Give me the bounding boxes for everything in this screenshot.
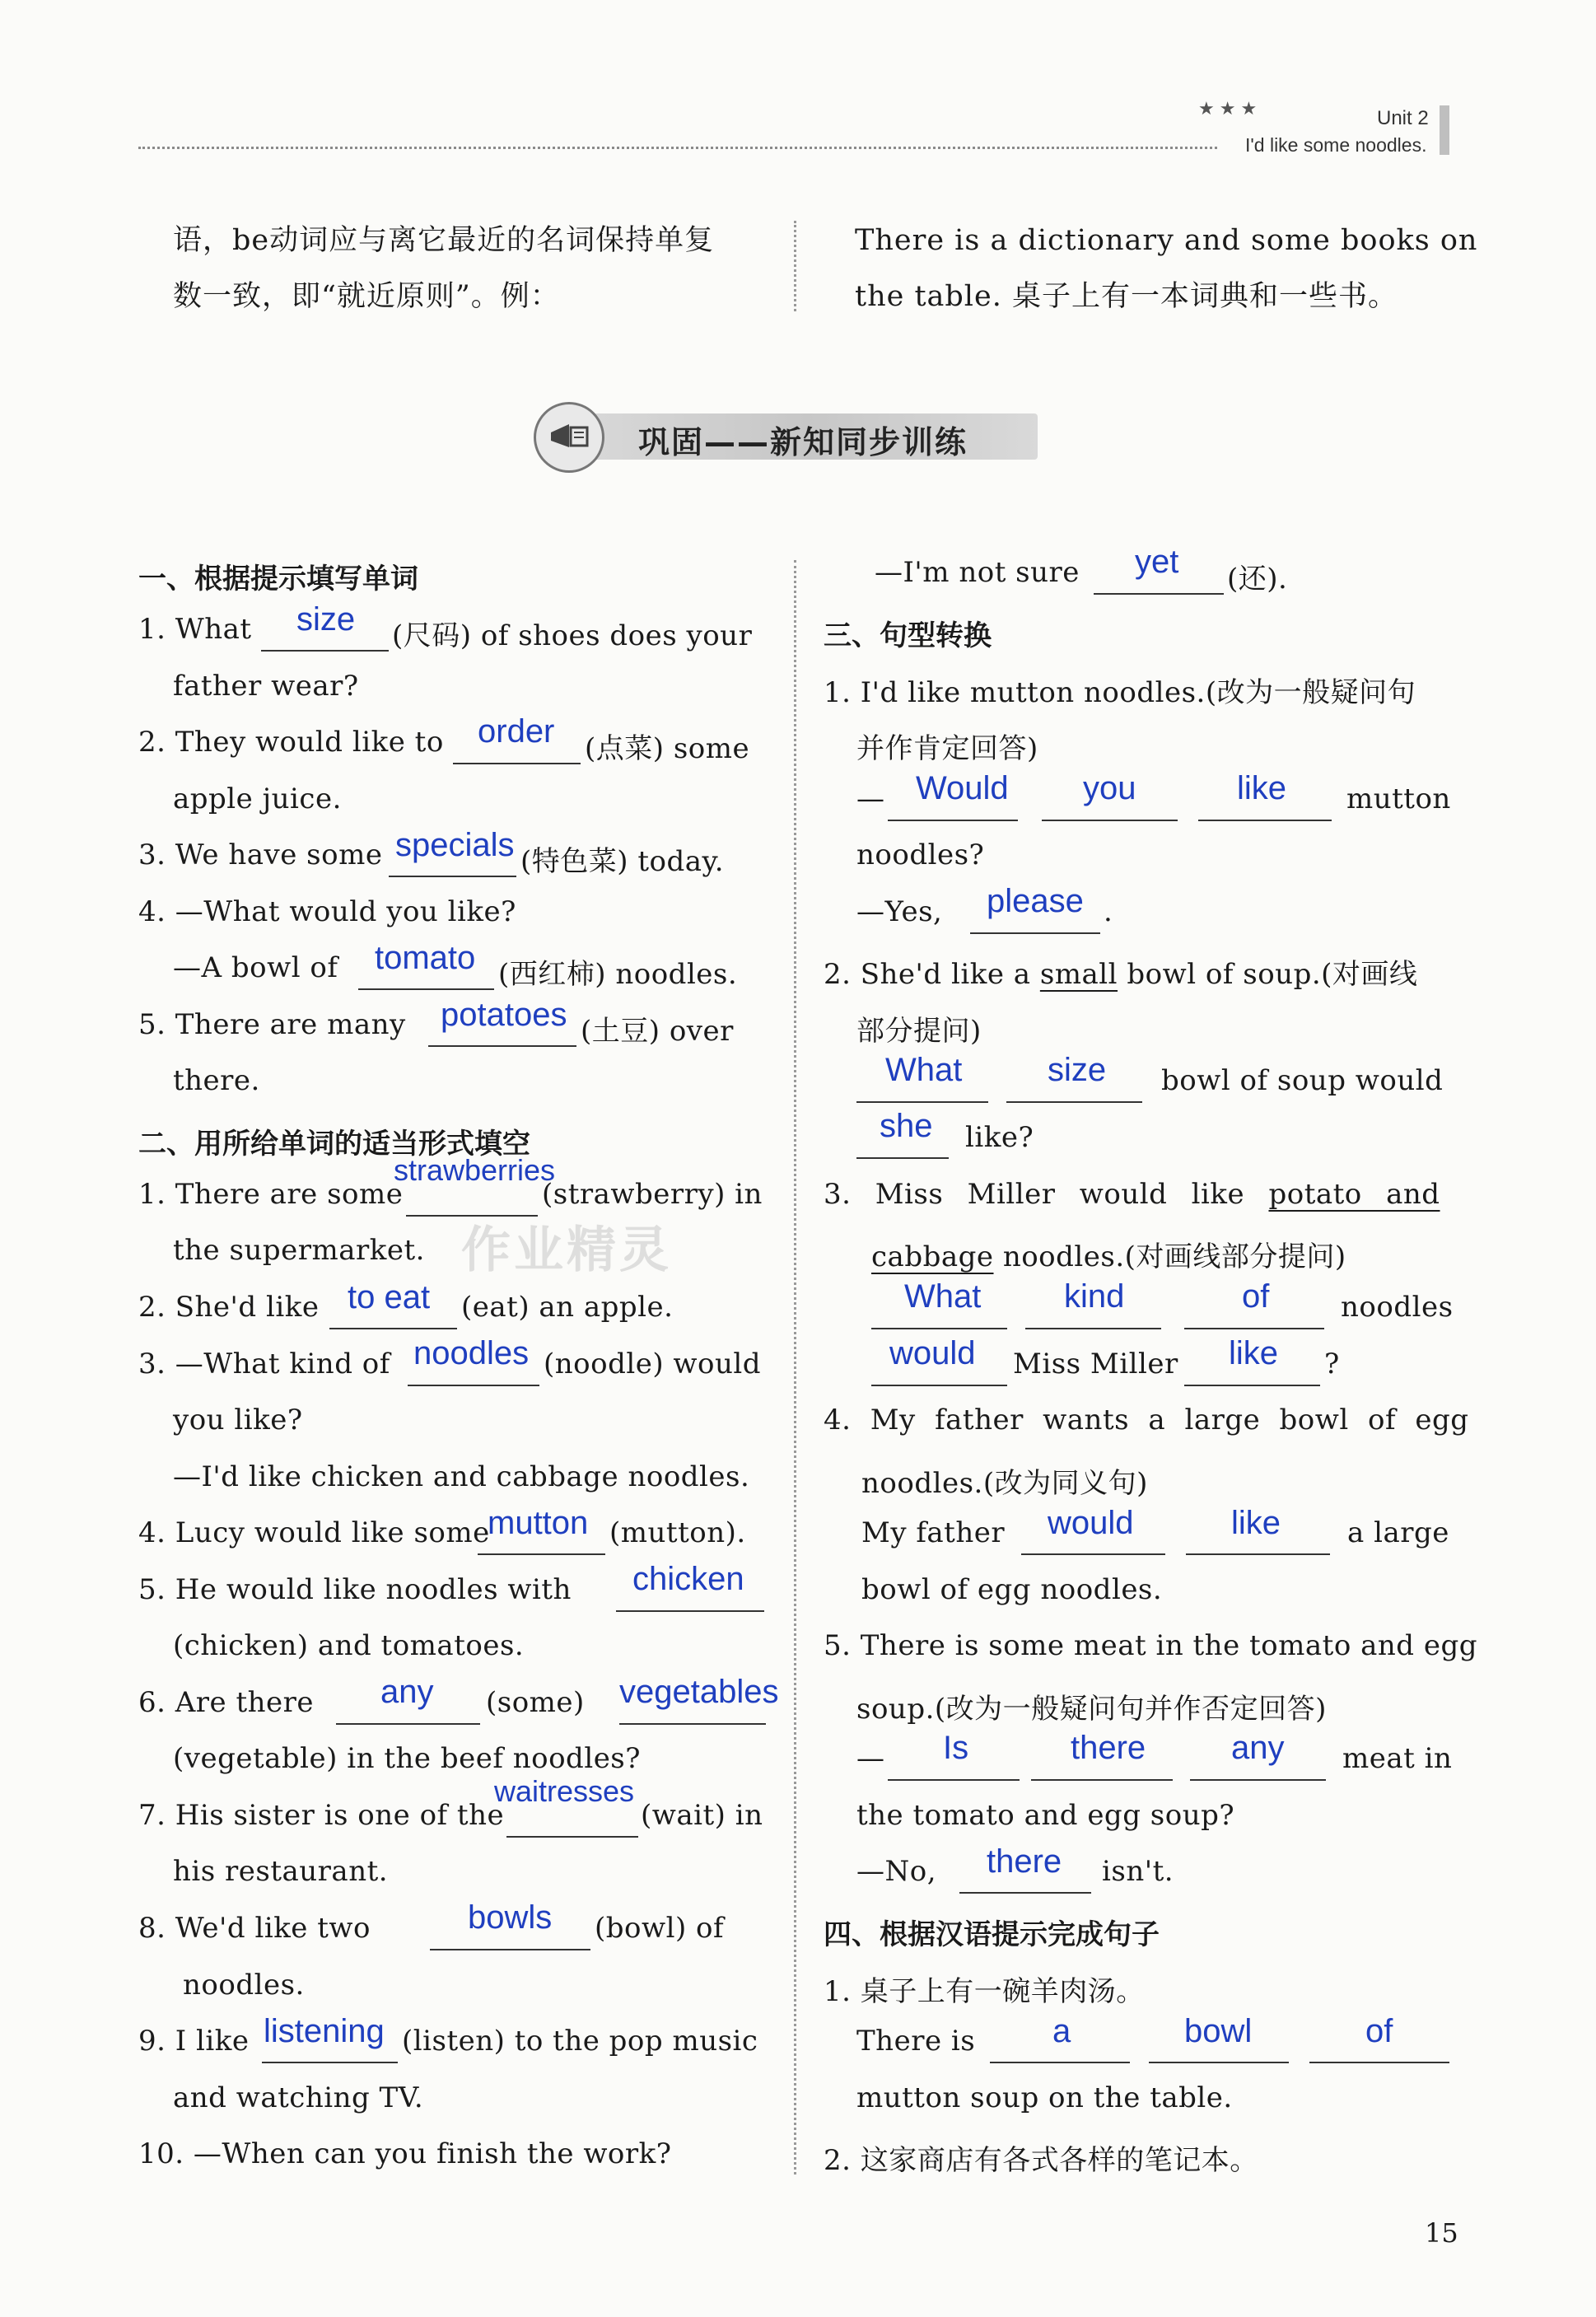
s3-q5-answer4: there bbox=[987, 1843, 1062, 1880]
page-number: 15 bbox=[1425, 2217, 1458, 2249]
s1-q4-text2: —A bowl of bbox=[173, 951, 338, 984]
s2-q1-text3: the supermarket. bbox=[173, 1234, 425, 1267]
s3-q3-text bbox=[824, 1178, 1440, 1211]
s3-q5-dash: — bbox=[856, 1742, 885, 1775]
s3-q1-text6: . bbox=[1104, 895, 1113, 928]
s1-q5-text2: (土豆) over bbox=[581, 1015, 734, 1048]
s2-q10-text2: —I'm not sure bbox=[875, 556, 1080, 589]
s3-q4-text3: My father bbox=[861, 1516, 1006, 1549]
s2-q6-text3: (vegetable) in the beef noodles? bbox=[173, 1742, 641, 1775]
megaphone-icon bbox=[534, 402, 604, 473]
s2-q2-text: 2. She'd like bbox=[138, 1291, 320, 1324]
s3-q3-text-b: noodles.(对画线部分提问) bbox=[1002, 1240, 1346, 1273]
s3-q3-blank5 bbox=[1184, 1385, 1320, 1386]
s1-q5-blank bbox=[428, 1045, 576, 1047]
s2-q7-answer: waitresses bbox=[494, 1774, 635, 1808]
s2-q2-answer: to eat bbox=[348, 1279, 431, 1315]
s2-q7-text2: (wait) in bbox=[641, 1799, 763, 1832]
s2-q6-blank1 bbox=[336, 1723, 480, 1725]
s1-q3-text2: (特色菜) today. bbox=[520, 845, 725, 878]
s2-q10-text: 10. —When can you finish the work? bbox=[138, 2137, 672, 2170]
s1-q1-blank bbox=[261, 650, 389, 652]
s2-q2-text2: (eat) an apple. bbox=[461, 1291, 674, 1324]
s2-q4-text: 4. Lucy would like some bbox=[138, 1516, 490, 1549]
s3-q1-answer4: please bbox=[987, 883, 1084, 919]
s3-q1-text: 1. I'd like mutton noodles.(改为一般疑问句 bbox=[824, 676, 1416, 709]
s3-title: 三、句型转换 bbox=[824, 619, 992, 652]
intro-left-line2: 数一致，即“就近原则”。例： bbox=[173, 280, 560, 313]
s2-q9-text: 9. I like bbox=[138, 2025, 250, 2058]
s1-q1-text3: father wear? bbox=[173, 670, 359, 703]
s3-q3-answer3: of bbox=[1242, 1278, 1270, 1315]
s4-q1-text: 1. 桌子上有一碗羊肉汤。 bbox=[824, 1975, 1145, 2008]
watermark: 作业精灵 bbox=[461, 1222, 672, 1279]
s3-q3-answer1: What bbox=[904, 1278, 982, 1315]
s2-q7-text3: his restaurant. bbox=[173, 1855, 389, 1888]
s3-q1-text4: noodles? bbox=[856, 839, 985, 871]
s3-q4-blank1 bbox=[1021, 1553, 1165, 1555]
s3-q2-text2: 部分提问) bbox=[856, 1015, 982, 1048]
s4-q1-blank3 bbox=[1309, 2062, 1449, 2063]
s2-q9-text2: (listen) to the pop music bbox=[402, 2025, 758, 2058]
s3-q1-blank3 bbox=[1198, 820, 1332, 821]
s1-q2-text2: (点菜) some bbox=[585, 732, 750, 765]
s3-q5-blank3 bbox=[1190, 1779, 1326, 1781]
s3-q3-text4: Miss Miller bbox=[1013, 1348, 1178, 1380]
s1-q1-text2: (尺码) of shoes does your bbox=[392, 619, 753, 652]
s3-q3-underlined2: cabbage bbox=[871, 1240, 994, 1273]
s2-q6-blank2 bbox=[619, 1723, 766, 1725]
s3-q1-answer2: you bbox=[1083, 770, 1136, 806]
s2-q8-blank bbox=[430, 1949, 590, 1950]
s3-q3-text3: noodles bbox=[1341, 1291, 1454, 1324]
s1-q5-text3: there. bbox=[173, 1064, 260, 1097]
s3-q2-text-b: bowl of soup.(对画线 bbox=[1127, 958, 1418, 991]
s1-q4-text3: (西红柿) noodles. bbox=[498, 958, 738, 991]
s2-q4-text2: (mutton). bbox=[609, 1516, 746, 1549]
s2-q7-text: 7. His sister is one of the bbox=[138, 1799, 505, 1832]
s2-q8-text: 8. We'd like two bbox=[138, 1912, 371, 1945]
s3-q1-answer1: Would bbox=[916, 770, 1009, 806]
s4-q1-text2: There is bbox=[856, 2025, 976, 2058]
s2-q10-answer: yet bbox=[1135, 544, 1179, 580]
s1-title: 一、根据提示填写单词 bbox=[138, 563, 418, 596]
s2-q5-text: 5. He would like noodles with bbox=[138, 1573, 572, 1606]
s1-q2-blank bbox=[453, 763, 581, 764]
s3-q3-text-a: 3. Miss Miller would like bbox=[824, 1178, 1245, 1211]
s4-title: 四、根据汉语提示完成句子 bbox=[824, 1918, 1160, 1951]
s3-q4-blank2 bbox=[1186, 1553, 1330, 1555]
s3-q3-underlined1: potato and bbox=[1268, 1178, 1440, 1211]
intro-left-line1: 语，be动词应与离它最近的名词保持单复 bbox=[173, 224, 715, 257]
header-subtitle: I'd like some noodles. bbox=[1245, 134, 1427, 156]
s3-q1-text5: —Yes, bbox=[856, 895, 943, 928]
s3-q1-dash: — bbox=[856, 782, 885, 815]
s2-q3-blank bbox=[408, 1385, 539, 1386]
s3-q3-text2 bbox=[871, 1234, 1346, 1274]
s3-q3-blank4 bbox=[871, 1385, 1007, 1386]
s1-q3-text: 3. We have some bbox=[138, 839, 383, 871]
header-stars-icon: ★★★ bbox=[1198, 99, 1262, 119]
s3-q3-blank3 bbox=[1184, 1328, 1324, 1329]
s1-q5-answer: potatoes bbox=[441, 997, 567, 1033]
s1-q2-answer: order bbox=[478, 713, 555, 750]
s2-q6-answer2: vegetables bbox=[619, 1674, 779, 1710]
s3-q5-text4: the tomato and egg soup? bbox=[856, 1799, 1235, 1832]
s3-q5-answer1: Is bbox=[943, 1730, 969, 1766]
s3-q2-underlined: small bbox=[1039, 958, 1118, 991]
s3-q2-answer2: size bbox=[1048, 1052, 1107, 1088]
s2-q5-answer: chicken bbox=[632, 1561, 744, 1597]
s3-q5-blank1 bbox=[888, 1779, 1020, 1781]
s3-q5-blank2 bbox=[1031, 1779, 1173, 1781]
s3-q2-answer3: she bbox=[880, 1108, 933, 1144]
s3-q5-answer3: any bbox=[1231, 1730, 1285, 1766]
s3-q1-answer3: like bbox=[1237, 770, 1287, 806]
s2-q4-answer: mutton bbox=[488, 1505, 589, 1541]
s2-q3-text4: —I'd like chicken and cabbage noodles. bbox=[173, 1460, 750, 1493]
s2-q9-text3: and watching TV. bbox=[173, 2081, 424, 2114]
s1-q3-blank bbox=[389, 876, 516, 877]
s4-q1-answer3: of bbox=[1365, 2013, 1393, 2049]
s2-q6-text: 6. Are there bbox=[138, 1686, 315, 1719]
s2-q6-text2: (some) bbox=[486, 1686, 585, 1719]
s2-q3-text: 3. —What kind of bbox=[138, 1348, 390, 1380]
s4-q1-blank2 bbox=[1149, 2062, 1289, 2063]
header-dotted-rule bbox=[138, 147, 1217, 149]
s1-q4-text: 4. —What would you like? bbox=[138, 895, 516, 928]
s1-q2-text3: apple juice. bbox=[173, 782, 342, 815]
intro-divider bbox=[794, 221, 796, 311]
s2-q10-text3: (还). bbox=[1227, 563, 1288, 596]
s2-q5-text2: (chicken) and tomatoes. bbox=[173, 1629, 525, 1662]
column-divider bbox=[794, 560, 796, 2175]
s3-q2-text bbox=[824, 951, 1417, 992]
s3-q3-text5: ? bbox=[1324, 1348, 1340, 1380]
s3-q1-blank1 bbox=[888, 820, 1018, 821]
s4-q1-answer2: bowl bbox=[1184, 2013, 1253, 2049]
header-unit: Unit 2 bbox=[1377, 107, 1429, 129]
s1-q2-text: 2. They would like to bbox=[138, 726, 444, 759]
s3-q3-answer4: would bbox=[889, 1335, 976, 1371]
s3-q4-answer1: would bbox=[1048, 1505, 1134, 1541]
s2-q10-blank bbox=[1094, 593, 1224, 595]
s3-q3-answer5: like bbox=[1229, 1335, 1279, 1371]
s2-q2-blank bbox=[329, 1328, 457, 1329]
s3-q4-text: 4. My father wants a large bowl of egg bbox=[824, 1404, 1469, 1436]
s2-q3-text3: you like? bbox=[173, 1404, 303, 1436]
s3-q2-text4: like? bbox=[965, 1121, 1034, 1154]
s3-q5-text3: meat in bbox=[1342, 1742, 1453, 1775]
s4-q1-blank1 bbox=[990, 2062, 1130, 2063]
s3-q3-answer2: kind bbox=[1064, 1278, 1125, 1315]
s3-q1-blank4 bbox=[970, 932, 1100, 934]
s1-q1-text: 1. What bbox=[138, 613, 252, 646]
s3-q1-text2: 并作肯定回答) bbox=[856, 732, 1038, 765]
s2-q1-blank bbox=[406, 1215, 538, 1217]
s3-q1-text3: mutton bbox=[1346, 782, 1451, 815]
s1-q4-answer: tomato bbox=[375, 940, 476, 976]
s3-q3-blank1 bbox=[871, 1328, 1007, 1329]
s1-q4-blank bbox=[358, 988, 494, 990]
s2-q9-blank bbox=[262, 2062, 398, 2063]
s3-q2-text3: bowl of soup would bbox=[1161, 1064, 1444, 1097]
s3-q2-answer1: What bbox=[885, 1052, 963, 1088]
s2-q8-text3: noodles. bbox=[183, 1969, 305, 2002]
s3-q5-text6: isn't. bbox=[1102, 1855, 1174, 1888]
s2-q9-answer: listening bbox=[264, 2013, 385, 2049]
intro-right-line1: There is a dictionary and some books on bbox=[855, 224, 1478, 257]
s1-q3-answer: specials bbox=[395, 827, 515, 863]
s2-q7-blank bbox=[506, 1836, 638, 1838]
banner-title: 巩固——新知同步训练 bbox=[638, 424, 968, 460]
s2-title: 二、用所给单词的适当形式填空 bbox=[138, 1128, 530, 1161]
s4-q2-text: 2. 这家商店有各式各样的笔记本。 bbox=[824, 2144, 1258, 2177]
s3-q2-blank2 bbox=[1006, 1101, 1142, 1103]
s2-q3-answer: noodles bbox=[413, 1335, 530, 1371]
s3-q5-blank4 bbox=[959, 1892, 1091, 1894]
s3-q4-answer2: like bbox=[1231, 1505, 1281, 1541]
s2-q8-text2: (bowl) of bbox=[595, 1912, 725, 1945]
s3-q5-text5: —No, bbox=[856, 1855, 937, 1888]
s1-q1-answer: size bbox=[296, 601, 356, 638]
header-side-bar bbox=[1440, 105, 1449, 155]
s3-q4-text5: bowl of egg noodles. bbox=[861, 1573, 1163, 1606]
s2-q1-answer: strawberries bbox=[394, 1153, 556, 1187]
s3-q2-text-a: 2. She'd like a bbox=[824, 958, 1031, 991]
s2-q8-answer: bowls bbox=[468, 1899, 553, 1936]
s3-q5-answer2: there bbox=[1071, 1730, 1146, 1766]
s3-q2-blank3 bbox=[856, 1157, 949, 1159]
s2-q1-text: 1. There are some bbox=[138, 1178, 404, 1211]
s1-q5-text: 5. There are many bbox=[138, 1008, 406, 1041]
s3-q5-text: 5. There is some meat in the tomato and egg bbox=[824, 1629, 1477, 1662]
s3-q2-blank1 bbox=[856, 1101, 988, 1103]
s3-q4-text4: a large bbox=[1347, 1516, 1449, 1549]
intro-right-line2: the table. 桌子上有一本词典和一些书。 bbox=[855, 280, 1398, 313]
s2-q6-answer1: any bbox=[380, 1674, 434, 1710]
s3-q4-text2: noodles.(改为同义句) bbox=[861, 1467, 1148, 1500]
s4-q1-text3: mutton soup on the table. bbox=[856, 2081, 1233, 2114]
s3-q3-blank2 bbox=[1025, 1328, 1161, 1329]
s4-q1-answer1: a bbox=[1052, 2013, 1071, 2049]
s3-q5-text2: soup.(改为一般疑问句并作否定回答) bbox=[856, 1693, 1327, 1726]
s2-q4-blank bbox=[478, 1553, 605, 1555]
s2-q5-blank bbox=[616, 1610, 764, 1612]
s2-q1-text2: (strawberry) in bbox=[542, 1178, 763, 1211]
s3-q1-blank2 bbox=[1042, 820, 1178, 821]
s2-q3-text2: (noodle) would bbox=[544, 1348, 762, 1380]
section-banner bbox=[527, 402, 1046, 471]
